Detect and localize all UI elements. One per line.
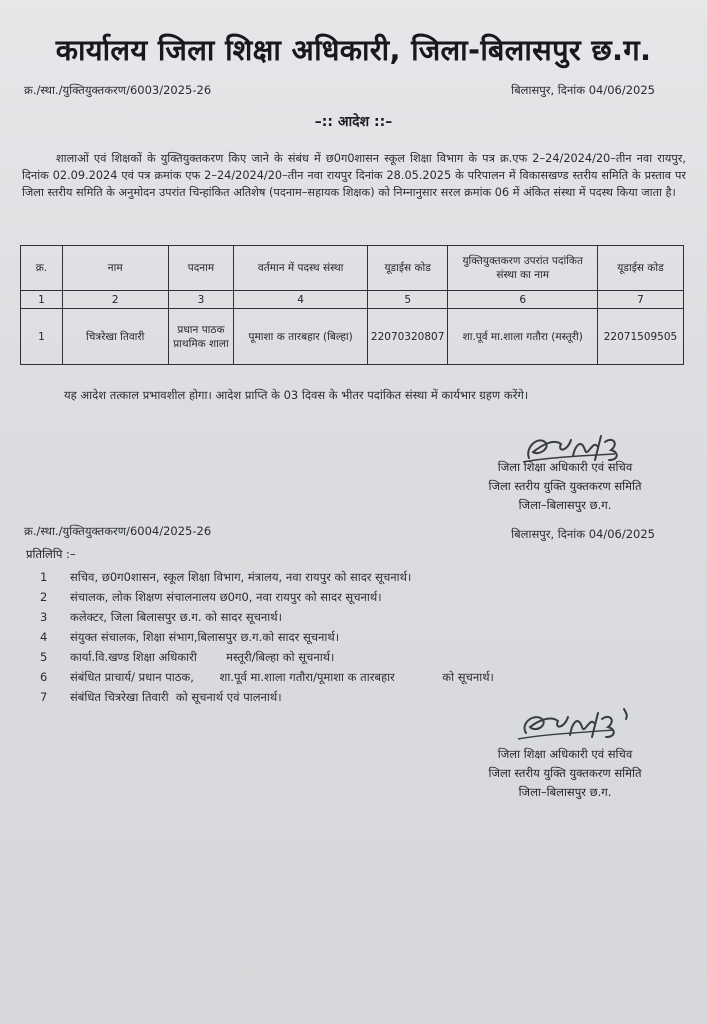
column-number: 2 [62,291,168,309]
header-serial: क्र. [21,246,63,291]
order-heading: –:: आदेश ::– [314,114,393,130]
issue-date: बिलासपुर, दिनांक 04/06/2025 [511,83,655,97]
list-item: 3 कलेक्टर, जिला बिलासपुर छ.ग. को सादर सूचनार्थ। [40,610,282,624]
signatory-title: जिला शिक्षा अधिकारी एवं सचिव [497,747,633,761]
table-header-row [21,246,684,291]
signatory-committee: जिला स्तरीय युक्ति युक्तकरण समिति [488,766,642,780]
column-number: 5 [367,291,448,309]
signatory-block-1 [440,458,690,515]
signatory-district: जिला–बिलासपुर छ.ग. [518,498,612,512]
table-row [21,309,684,365]
signatory-district: जिला–बिलासपुर छ.ग. [518,785,612,799]
effect-note: यह आदेश तत्काल प्रभावशील होगा। आदेश प्राप्ति के 03 दिवस के भीतर पदांकित संस्था में कार्यभार ग्रहण करेंगे। [64,388,529,402]
table-column-number-row [21,291,684,309]
list-item: 2 संचालक, लोक शिक्षण संचालनालय छ0ग0, नवा रायपुर को सादर सूचनार्थ। [40,590,382,604]
column-number: 3 [168,291,234,309]
list-item: 5 कार्या.वि.खण्ड शिक्षा अधिकारी मस्तूरी/बिल्हा को सूचनार्थ। [40,650,335,664]
order-body-text: शालाओं एवं शिक्षकों के युक्तियुक्तकरण किए जाने के संबंध में छ0ग0शासन स्कूल शिक्षा विभाग के पत्र क्र.एफ 2–24/2024/20–तीन नवा रायपुर, दिनांक 02.09.2024 एवं पत्र क्रमांक एफ 2–24/2024/20–तीन नवा रायपुर दिनांक 28.05.2025 के परिपालन में विकासखण्ड स्तरीय समिति के प्रस्ताव पर जिला स्तरीय समिति के अनुमोदन उपरांत चिन्हांकित अतिशेष (पदनाम–सहायक शिक्षक) को निम्नानुसार सरल क्रमांक 06 में अंकित संस्था में पदस्थ किया जाता है। [22,152,686,199]
signatory-title: जिला शिक्षा अधिकारी एवं सचिव [497,460,633,474]
header-designation: पदनाम [168,246,234,291]
list-item: 4 संयुक्त संचालक, शिक्षा संभाग,बिलासपुर छ.ग.को सादर सूचनार्थ। [40,630,340,644]
signatory-block-2 [440,745,690,802]
cell-udise-code: 22070320807 [367,309,448,365]
header-new-udise-code: यूडाईस कोड [597,246,683,291]
cell-serial: 1 [21,309,63,365]
posting-table [20,245,684,365]
column-number: 7 [597,291,683,309]
signatory-committee: जिला स्तरीय युक्ति युक्तकरण समिति [488,479,642,493]
column-number: 6 [448,291,598,309]
header-udise-code: यूडाईस कोड [367,246,448,291]
list-item: 6 संबंधित प्राचार्य/ प्रधान पाठक, शा.पूर्व मा.शाला गतौरा/पूमाशा क तारबहार को सूचनार्थ। [40,670,494,684]
copy-heading: प्रतिलिपि :– [26,547,76,561]
column-number: 1 [21,291,63,309]
column-number: 4 [234,291,368,309]
list-item: 1 सचिव, छ0ग0शासन, स्कूल शिक्षा विभाग, मंत्रालय, नवा रायपुर को सादर सूचनार्थ। [40,570,412,584]
cell-name: चित्ररेखा तिवारी [62,309,168,365]
office-title: कार्यालय जिला शिक्षा अधिकारी, जिला-बिलासपुर छ.ग. [55,33,652,67]
cell-designation: प्रधान पाठक प्राथमिक शाला [168,309,234,365]
copy-reference-number: क्र./स्था./युक्तियुक्तकरण/6004/2025-26 [24,524,212,538]
header-new-institution: युक्तियुक्तकरण उपरांत पदांकित संस्था का नाम [448,246,598,291]
cell-new-udise-code: 22071509505 [597,309,683,365]
reference-number: क्र./स्था./युक्तियुक्तकरण/6003/2025-26 [24,83,212,97]
cell-new-institution: शा.पूर्व मा.शाला गतौरा (मस्तूरी) [448,309,598,365]
copy-issue-date: बिलासपुर, दिनांक 04/06/2025 [511,527,655,541]
header-current-institution: वर्तमान में पदस्थ संस्था [234,246,368,291]
cell-current-institution: पूमाशा क तारबहार (बिल्हा) [234,309,368,365]
signature-scribble [510,705,635,745]
list-item: 7 संबंधित चित्ररेखा तिवारी को सूचनार्थ एवं पालनार्थ। [40,690,282,704]
header-name: नाम [62,246,168,291]
